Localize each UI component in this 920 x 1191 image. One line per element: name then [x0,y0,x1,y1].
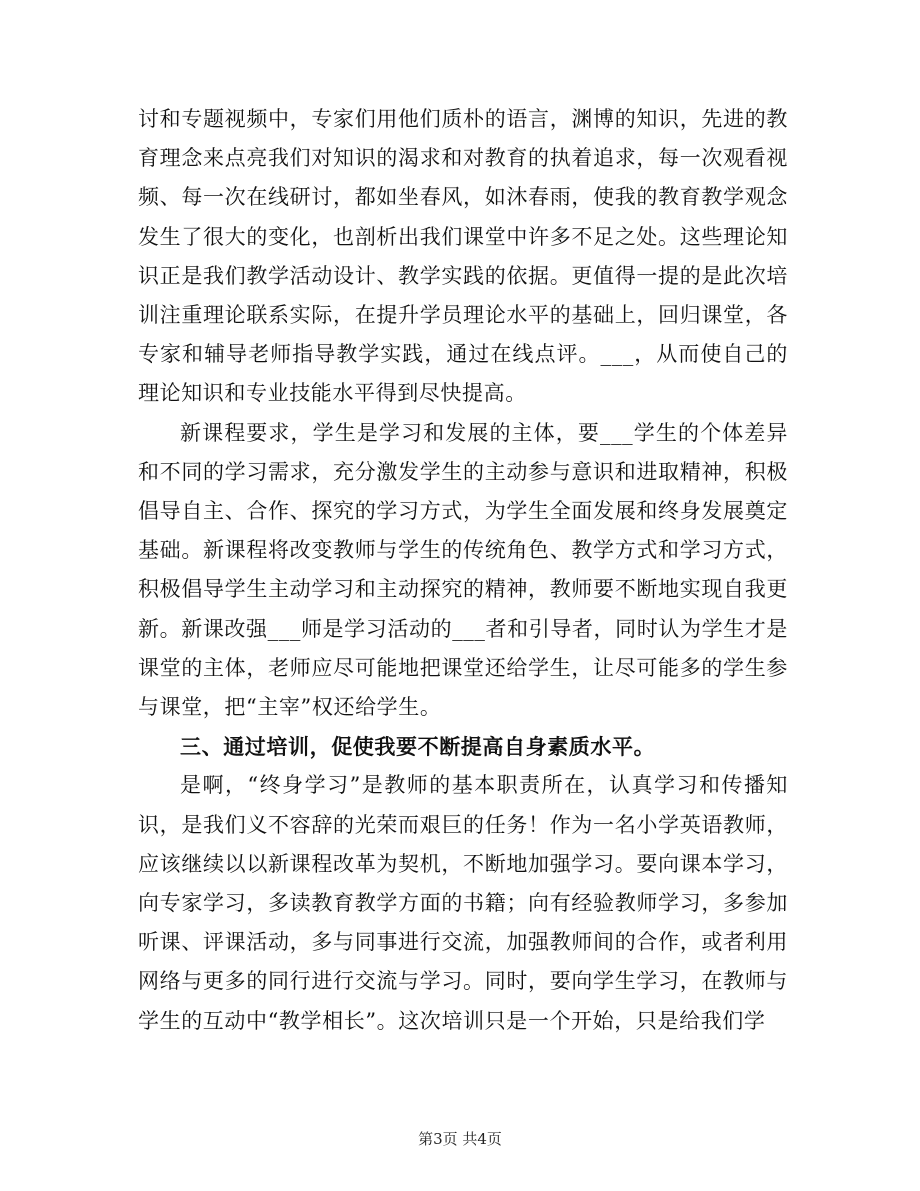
paragraph-lifelong-learning: 是啊，“终身学习”是教师的基本职责所在，认真学习和传播知识，是我们义不容辞的光荣而艰巨的任务！作为一名小学英语教师，应该继续以以新课程改革为契机，不断地加强学习。要向课本学习，向专家学习，多读教育教学方面的书籍；向有经验教师学习，多参加听课、评课活动，多与同事进行交流，加强教师间的合作，或者利用网络与更多的同行进行交流与学习。同时，要向学生学习，在教师与学生的互动中“教学相长”。这次培训只是一个开始，只是给我们学 [138,773,788,1033]
paragraph-new-curriculum: 新课程要求，学生是学习和发展的主体，要___学生的个体差异和不同的学习需求，充分激发学生的主动参与意识和进取精神，积极倡导自主、合作、探究的学习方式，为学生全面发展和终身发展奠定基础。新课程将改变教师与学生的传统角色、教学方式和学习方式，积极倡导学生主动学习和主动探究的精神，教师要不断地实现自我更新。新课改强___师是学习活动的___者和引导者，同时认为学生才是课堂的主体，老师应尽可能地把课堂还给学生，让尽可能多的学生参与课堂，把“主宰”权还给学生。 [138,420,788,720]
page-number-footer: 第3页 共4页 [418,1130,502,1148]
document-page [138,100,788,1041]
paragraph-continued: 讨和专题视频中，专家们用他们质朴的语言，渊博的知识，先进的教育理念来点亮我们对知识的渴求和对教育的执着追求，每一次观看视频、每一次在线研讨，都如坐春风，如沐春雨，使我的教育教学观念发生了很大的变化，也剖析出我们课堂中许多不足之处。这些理论知识正是我们教学活动设计、教学实践的依据。更值得一提的是此次培训注重理论联系实际，在提升学员理论水平的基础上，回归课堂，各专家和辅导老师指导教学实践，通过在线点评。___，从而使自己的理论知识和专业技能水平得到尽快提高。 [138,107,788,406]
section-heading-3: 三、通过培训，促使我要不断提高自身素质水平。 [180,734,656,760]
